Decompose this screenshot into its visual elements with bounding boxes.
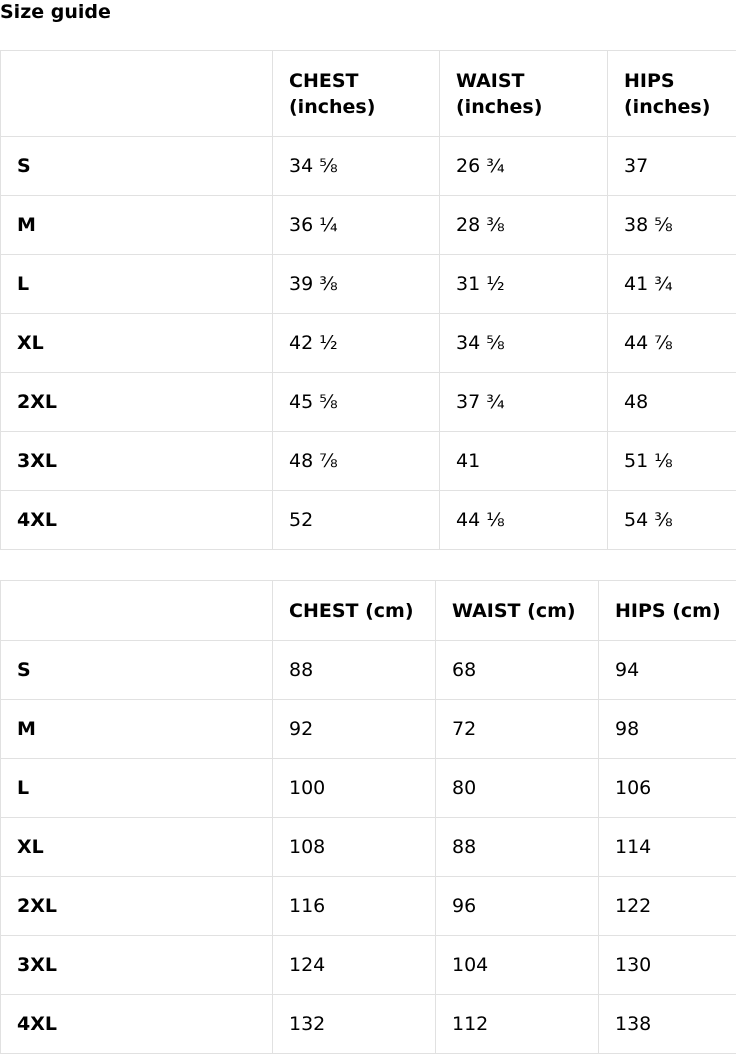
size-label-cell: XL <box>1 818 273 877</box>
table-row <box>1 877 736 936</box>
table-row <box>1 641 736 700</box>
hips-value-cell: 106 <box>599 759 736 818</box>
header-unit: (inches) <box>456 95 543 118</box>
chest-value-cell: 52 <box>273 491 440 550</box>
header-cell-empty <box>1 581 273 641</box>
table-row <box>1 491 736 550</box>
header-cell-chest <box>273 51 440 137</box>
waist-value-cell: 68 <box>436 641 599 700</box>
table-header-row <box>1 51 736 137</box>
hips-value-cell: 114 <box>599 818 736 877</box>
header-unit: (inches) <box>624 95 711 118</box>
table-row <box>1 995 736 1054</box>
hips-value-cell: 38 ⅝ <box>608 196 736 255</box>
size-label-cell: S <box>1 137 273 196</box>
waist-value-cell: 28 ⅜ <box>440 196 608 255</box>
chest-value-cell: 42 ½ <box>273 314 440 373</box>
size-table-inches <box>0 50 736 550</box>
waist-value-cell: 72 <box>436 700 599 759</box>
waist-value-cell: 88 <box>436 818 599 877</box>
size-table-cm <box>0 580 736 1054</box>
chest-value-cell: 92 <box>273 700 436 759</box>
chest-value-cell: 108 <box>273 818 436 877</box>
hips-value-cell: 41 ¾ <box>608 255 736 314</box>
chest-value-cell: 132 <box>273 995 436 1054</box>
hips-value-cell: 37 <box>608 137 736 196</box>
chest-value-cell: 88 <box>273 641 436 700</box>
waist-value-cell: 26 ¾ <box>440 137 608 196</box>
size-label-cell: L <box>1 255 273 314</box>
waist-value-cell: 96 <box>436 877 599 936</box>
table-row <box>1 137 736 196</box>
table-row <box>1 936 736 995</box>
size-label-cell: 4XL <box>1 995 273 1054</box>
table-row <box>1 700 736 759</box>
page-title: Size guide <box>0 1 111 23</box>
waist-value-cell: 104 <box>436 936 599 995</box>
table-row <box>1 196 736 255</box>
size-label-cell: 3XL <box>1 936 273 995</box>
header-cell-hips <box>608 51 736 137</box>
table-row <box>1 373 736 432</box>
hips-value-cell: 54 ⅜ <box>608 491 736 550</box>
table-row <box>1 314 736 373</box>
header-cell-hips: HIPS (cm) <box>599 581 736 641</box>
size-label-cell: XL <box>1 314 273 373</box>
chest-value-cell: 124 <box>273 936 436 995</box>
size-label-cell: S <box>1 641 273 700</box>
header-cell-chest: CHEST (cm) <box>273 581 436 641</box>
header-cell-waist: WAIST (cm) <box>436 581 599 641</box>
hips-value-cell: 98 <box>599 700 736 759</box>
chest-value-cell: 45 ⅝ <box>273 373 440 432</box>
header-label: WAIST <box>456 69 525 92</box>
hips-value-cell: 44 ⅞ <box>608 314 736 373</box>
chest-value-cell: 48 ⅞ <box>273 432 440 491</box>
hips-value-cell: 51 ⅛ <box>608 432 736 491</box>
chest-value-cell: 34 ⅝ <box>273 137 440 196</box>
size-label-cell: M <box>1 196 273 255</box>
table-row <box>1 432 736 491</box>
waist-value-cell: 112 <box>436 995 599 1054</box>
table-row <box>1 255 736 314</box>
chest-value-cell: 36 ¼ <box>273 196 440 255</box>
waist-value-cell: 34 ⅝ <box>440 314 608 373</box>
hips-value-cell: 94 <box>599 641 736 700</box>
chest-value-cell: 116 <box>273 877 436 936</box>
waist-value-cell: 41 <box>440 432 608 491</box>
size-label-cell: L <box>1 759 273 818</box>
hips-value-cell: 48 <box>608 373 736 432</box>
waist-value-cell: 37 ¾ <box>440 373 608 432</box>
header-cell-waist <box>440 51 608 137</box>
size-label-cell: 2XL <box>1 373 273 432</box>
hips-value-cell: 138 <box>599 995 736 1054</box>
table-header-row <box>1 581 736 641</box>
chest-value-cell: 39 ⅜ <box>273 255 440 314</box>
hips-value-cell: 130 <box>599 936 736 995</box>
size-label-cell: 3XL <box>1 432 273 491</box>
hips-value-cell: 122 <box>599 877 736 936</box>
table-row <box>1 818 736 877</box>
size-label-cell: 2XL <box>1 877 273 936</box>
chest-value-cell: 100 <box>273 759 436 818</box>
header-unit: (inches) <box>289 95 376 118</box>
header-cell-empty <box>1 51 273 137</box>
size-label-cell: M <box>1 700 273 759</box>
waist-value-cell: 31 ½ <box>440 255 608 314</box>
waist-value-cell: 44 ⅛ <box>440 491 608 550</box>
table-row <box>1 759 736 818</box>
header-label: HIPS <box>624 69 675 92</box>
waist-value-cell: 80 <box>436 759 599 818</box>
header-label: CHEST <box>289 69 359 92</box>
size-label-cell: 4XL <box>1 491 273 550</box>
